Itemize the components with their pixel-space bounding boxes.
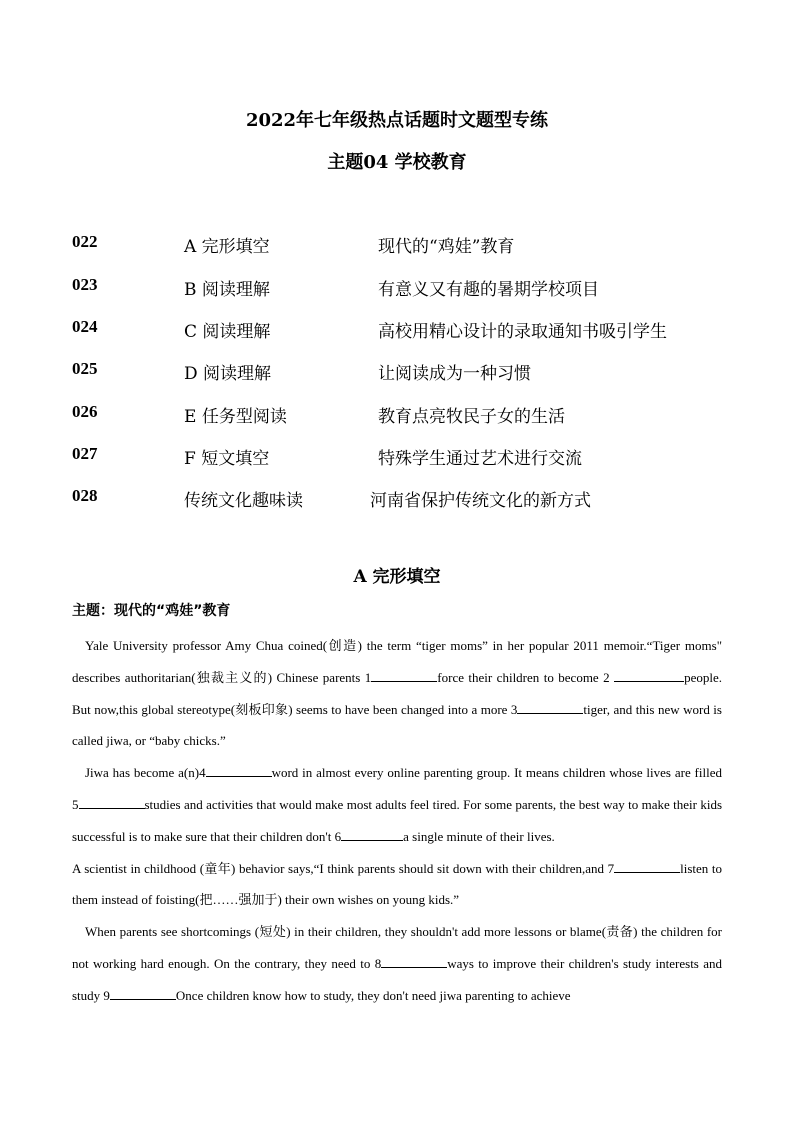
toc-row: [72, 359, 752, 383]
cloze-passage: [72, 630, 722, 1012]
paragraph: [72, 757, 722, 852]
blank-7: [614, 860, 680, 873]
toc-number: 027: [72, 444, 98, 463]
passage-text: Jiwa has become a(n)4: [85, 765, 206, 781]
toc-description: 现代的“鸡娃”教育: [378, 237, 515, 257]
passage-text: studies and activities that would make most adults feel tired. For some parents, the best way to make their kids successful is to make sure that their children don't 6: [72, 796, 722, 844]
toc-number: 022: [72, 232, 98, 251]
blank-4: [206, 764, 272, 777]
toc-row: [72, 486, 752, 510]
toc-number: 028: [72, 486, 98, 505]
toc-number: 026: [72, 402, 98, 421]
toc-type: F 短文填空: [184, 449, 270, 469]
passage-text: ways to improve their children's study interests and study 9: [72, 955, 722, 1003]
passage-text: listen to them instead of foisting(把……强加于) their own wishes on young kids.”: [72, 860, 722, 908]
passage-text: people. But now,this global stereotype(刻板印象) seems to have been changed into a more 3: [72, 669, 722, 717]
toc-type: B 阅读理解: [184, 280, 270, 300]
paragraph: [72, 630, 722, 757]
passage-text: force their children to become 2: [437, 669, 615, 685]
toc-row: [72, 232, 752, 256]
toc-type: A 完形填空: [184, 237, 270, 257]
page-subtitle: 主题04 学校教育: [327, 152, 467, 173]
toc-type: E 任务型阅读: [184, 407, 287, 427]
toc-description: 河南省保护传统文化的新方式: [370, 491, 591, 511]
toc-type: C 阅读理解: [184, 322, 271, 342]
passage-text: a single minute of their lives.: [403, 828, 555, 844]
toc-row: [72, 275, 752, 299]
blank-8: [381, 955, 447, 968]
toc-type: 传统文化趣味读: [184, 491, 303, 511]
toc-type: D 阅读理解: [184, 364, 272, 384]
toc-row: [72, 402, 752, 426]
toc-description: 特殊学生通过艺术进行交流: [378, 449, 582, 469]
passage-text: Once children know how to study, they don't need jiwa parenting to achieve: [175, 987, 571, 1003]
blank-9: [110, 987, 176, 1000]
paragraph: [72, 916, 722, 1011]
toc-row: [72, 444, 752, 468]
blank-3: [517, 701, 583, 714]
passage-text: tiger, and this new word is called jiwa, or “baby chicks.”: [72, 701, 722, 749]
blank-6: [341, 828, 403, 841]
toc-number: 025: [72, 359, 98, 378]
toc-description: 高校用精心设计的录取通知书吸引学生: [378, 322, 667, 342]
section-topic: 主题：现代的“鸡娃”教育: [72, 603, 231, 619]
passage-text: word in almost every online parenting group. It means children whose lives are filled 5: [72, 765, 722, 812]
toc-description: 教育点亮牧民子女的生活: [378, 407, 565, 427]
passage-text: A scientist in childhood (童年) behavior says,“I think parents should sit down with their children,and 7: [72, 860, 615, 876]
passage-text: When parents see shortcomings (短处) in their children, they shouldn't add more lessons or blame(责备) the children for not working hard enough. On the contrary, they need to 8: [72, 924, 722, 971]
paragraph: [72, 853, 722, 917]
toc-number: 023: [72, 275, 98, 294]
blank-5: [79, 796, 145, 809]
toc-description: 有意义又有趣的暑期学校项目: [378, 280, 599, 300]
blank-1: [371, 669, 437, 682]
toc-number: 024: [72, 317, 98, 336]
toc-row: [72, 317, 752, 341]
passage-text: Yale University professor Amy Chua coined(创造) the term “tiger moms” in her popular 2011 memoir.“Tiger moms" describes authoritarian(独裁主义的) Chinese parents 1: [72, 638, 722, 685]
page-title: 2022年七年级热点话题时文题型专练: [245, 110, 549, 131]
toc-description: 让阅读成为一种习惯: [378, 364, 531, 384]
section-heading: A 完形填空: [353, 567, 441, 587]
blank-2: [614, 669, 684, 682]
